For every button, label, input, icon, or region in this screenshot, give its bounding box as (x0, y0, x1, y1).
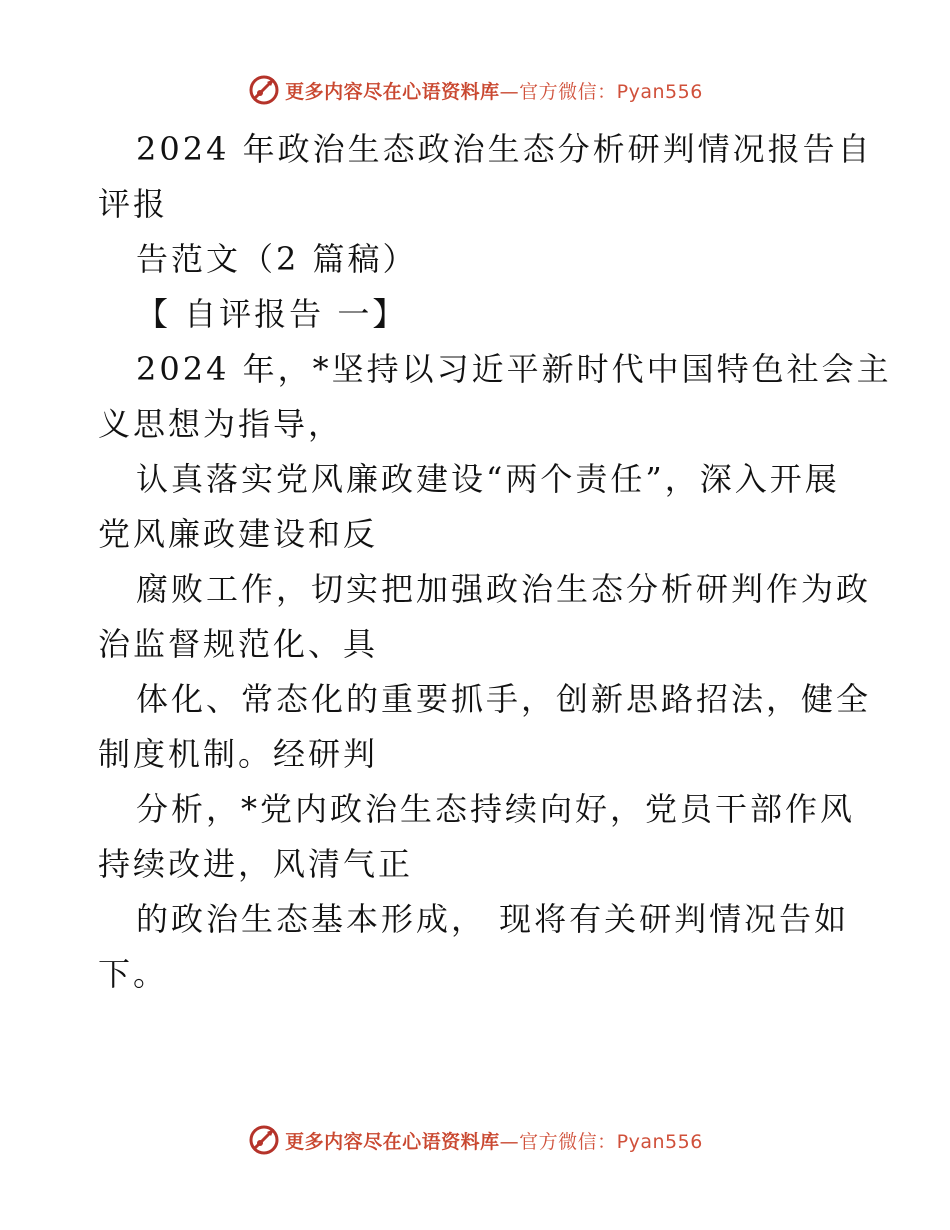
watermark-text (285, 1127, 703, 1154)
paragraph-line: 的政治生态基本形成， 现将有关研判情况告如 (136, 900, 850, 938)
logo-icon (247, 73, 281, 107)
section-heading: 【 自评报告 一】 (136, 295, 408, 333)
document-body (98, 122, 892, 1002)
paragraph-line: 分析，*党内政治生态持续向好，党员干部作风 (136, 790, 856, 828)
watermark-wechat-text: 官方微信：Pyan556 (519, 80, 703, 103)
paragraph-line: 治监督规范化、具 (98, 625, 379, 663)
watermark-separator: — (499, 80, 520, 103)
title-line-1: 2024 年政治生态政治生态分析研判情况报告自 (136, 130, 873, 168)
watermark-text (285, 77, 703, 104)
watermark-main-text: 更多内容尽在心语资料库 (285, 1130, 500, 1153)
watermark-main-text: 更多内容尽在心语资料库 (285, 80, 500, 103)
paragraph-line: 2024 年，*坚持以习近平新时代中国特色社会主 (136, 350, 892, 388)
header-watermark-banner (0, 70, 950, 110)
paragraph-line: 体化、常态化的重要抓手，创新思路招法，健全 (136, 680, 872, 718)
paragraph-line: 腐败工作，切实把加强政治生态分析研判作为政 (136, 570, 872, 608)
paragraph-line: 持续改进，风清气正 (98, 845, 414, 883)
paragraph-line: 下。 (98, 955, 169, 993)
paragraph-line: 党风廉政建设和反 (98, 515, 379, 553)
watermark-wechat-text: 官方微信：Pyan556 (519, 1130, 703, 1153)
paragraph-line: 义思想为指导， (98, 405, 344, 443)
watermark-separator: — (499, 1130, 520, 1153)
paragraph-line: 制度机制。经研判 (98, 735, 379, 773)
title-line-2: 评报 (98, 185, 169, 223)
title-line-3: 告范文（2 篇稿） (136, 240, 418, 278)
paragraph-line: 认真落实党风廉政建设“两个责任”，深入开展 (136, 460, 840, 498)
logo-icon (247, 1123, 281, 1157)
footer-watermark-banner (0, 1120, 950, 1160)
